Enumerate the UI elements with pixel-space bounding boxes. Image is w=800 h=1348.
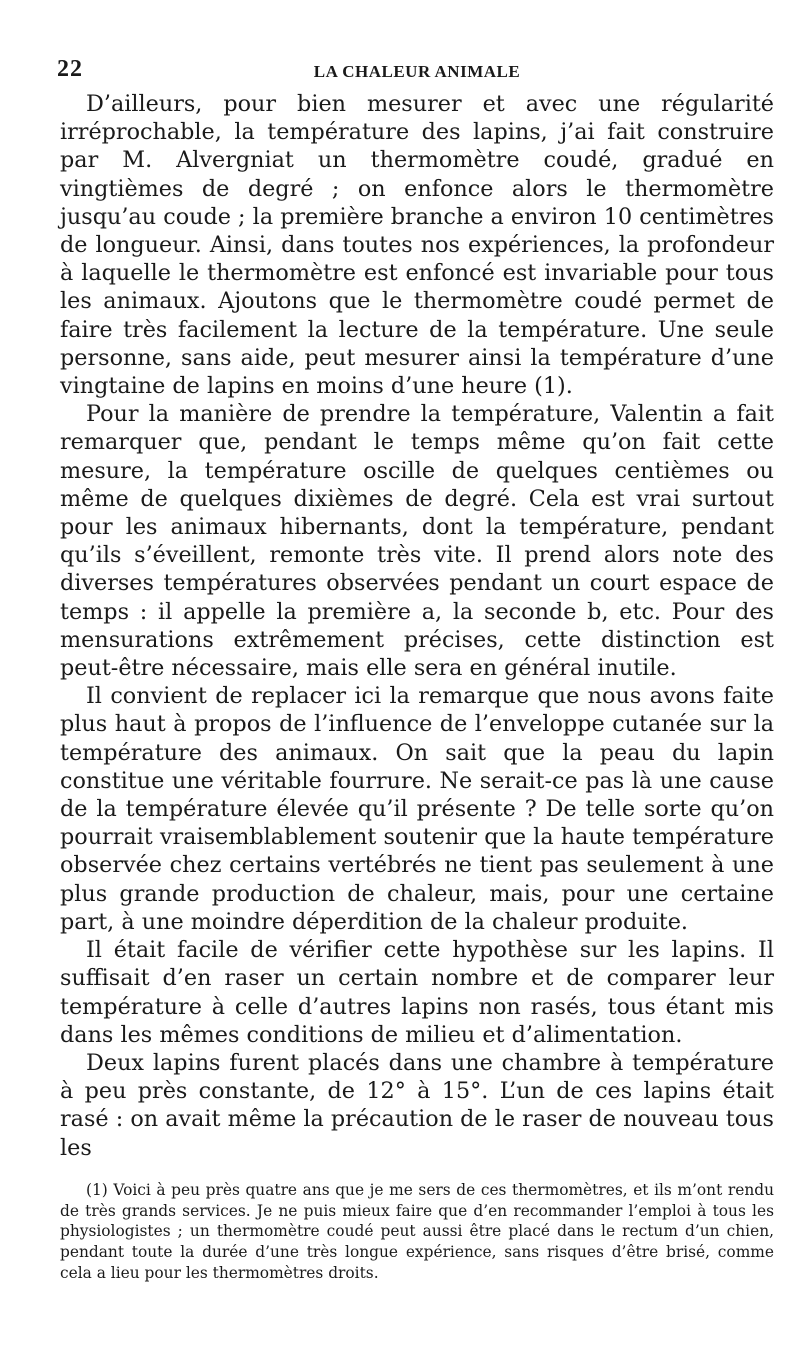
paragraph: Il était facile de vérifier cette hypothèse sur les lapins. Il suffisait d’en raser un certain nombre et de comparer leur température à celle d’autres lapins non rasés, tous étant mis dans les mêmes conditions de milieu et d’alimentation.	[60, 937, 774, 1048]
footnote: (1) Voici à peu près quatre ans que je me sers de ces thermomètres, et ils m’ont rendu de très grands services. Je ne puis mieux faire que d’en recommander l’emploi à tous les physiologistes ; un thermomètre coudé peut aussi être placé dans le rectum d’un chien, pendant toute la durée d’une très longue expérience, sans risques d’être brisé, comme cela a lieu pour les thermomètres droits.	[60, 1180, 774, 1282]
running-title: LA CHALEUR ANIMALE	[313, 62, 521, 81]
body-text	[60, 90, 774, 1162]
paragraph: Pour la manière de prendre la température, Valentin a fait remarquer que, pendant le temps même qu’on fait cette mesure, la température oscille de quelques centièmes ou même de quelques dixièmes de degré. Cela est vrai surtout pour les animaux hibernants, dont la température, pendant qu’ils s’éveillent, remonte très vite. Il prend alors note des diverses températures observées pendant un court espace de temps : il appelle la première a, la seconde b, etc. Pour des mensurations extrêmement précises, cette distinction est peut-être nécessaire, mais elle sera en général inutile.	[60, 401, 774, 682]
running-head	[57, 56, 774, 86]
paragraph: Deux lapins furent placés dans une chambre à température à peu près constante, de 12° à 15°. L’un de ces lapins était rasé : on avait même la précaution de le raser de nouveau tous les	[60, 1049, 774, 1161]
page-number: 22	[57, 56, 83, 82]
footnotes	[60, 1180, 774, 1284]
paragraph: D’ailleurs, pour bien mesurer et avec une régularité irréprochable, la température des lapins, j’ai fait construire par M. Alvergniat un thermomètre coudé, gradué en vingtièmes de degré ; on enfonce alors le thermomètre jusqu’au coude ; la première branche a environ 10 centimètres de longueur. Ainsi, dans toutes nos expériences, la profondeur à laquelle le thermomètre est enfoncé est invariable pour tous les animaux. Ajoutons que le thermomètre coudé permet de faire très facilement la lecture de la température. Une seule personne, sans aide, peut mesurer ainsi la température d’une vingtaine de lapins en moins d’une heure (1).	[60, 91, 774, 400]
paragraph: Il convient de replacer ici la remarque que nous avons faite plus haut à propos de l’influence de l’enveloppe cutanée sur la température des animaux. On sait que la peau du lapin constitue une véritable fourrure. Ne serait-ce pas là une cause de la température élevée qu’il présente ? De telle sorte qu’on pourrait vraisemblablement soutenir que la haute température observée chez certains vertébrés ne tient pas seulement à une plus grande production de chaleur, mais, pour une certaine part, à une moindre déperdition de la chaleur produite.	[60, 683, 774, 935]
book-page	[57, 56, 774, 1284]
